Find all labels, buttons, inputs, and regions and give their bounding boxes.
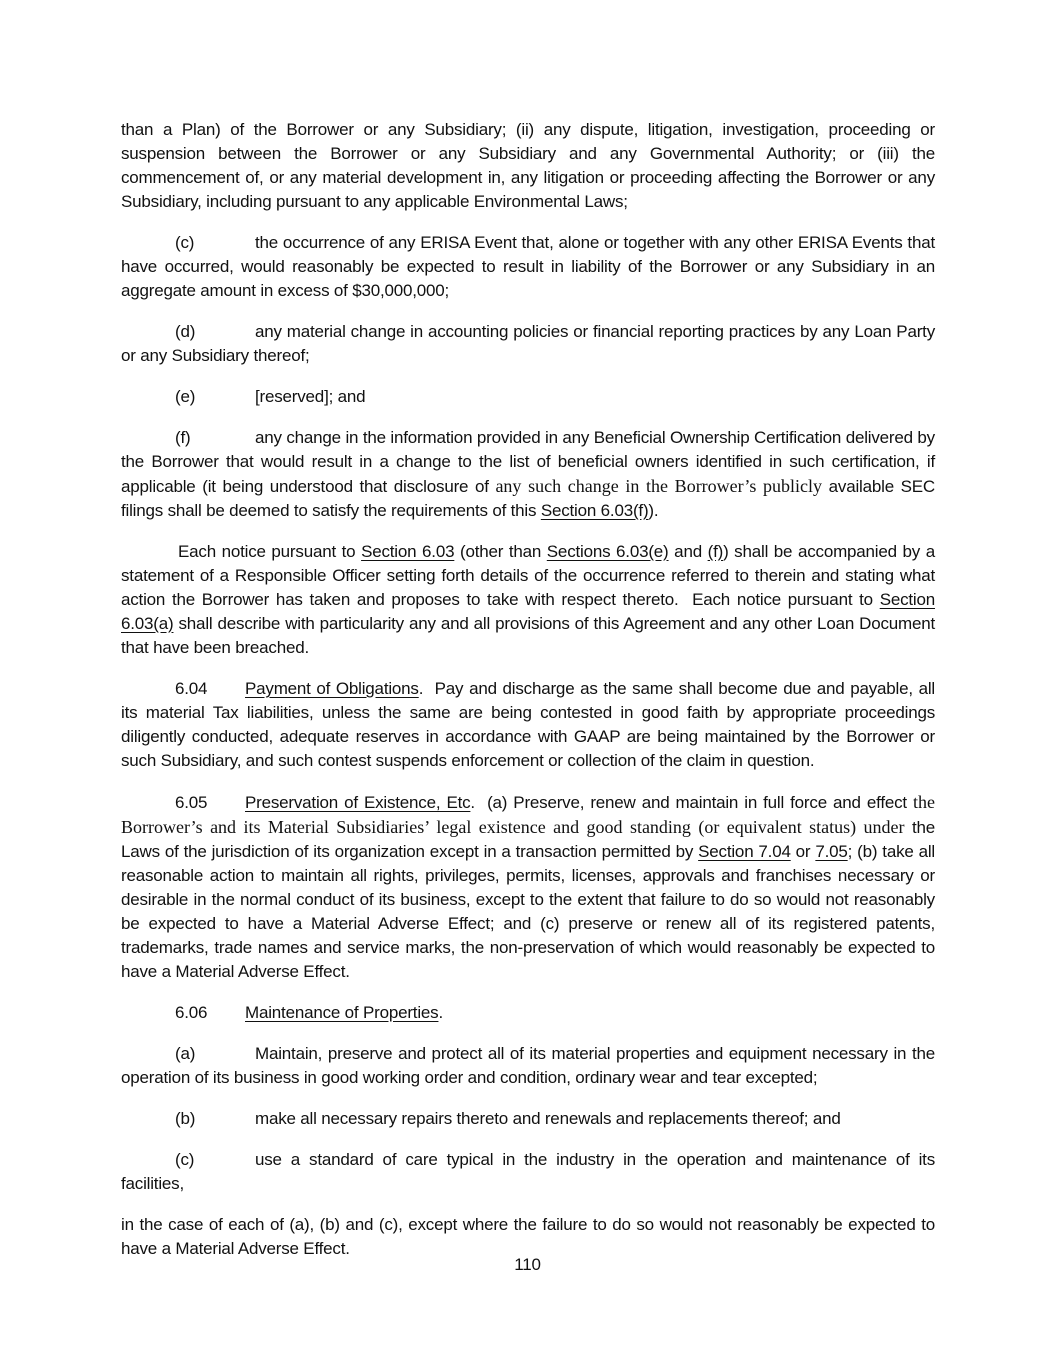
paragraph-item-b bbox=[121, 1107, 935, 1131]
paragraph-item-d bbox=[121, 320, 935, 368]
list-label: (b) bbox=[175, 1109, 196, 1128]
section-reference: Section 6.03(f) bbox=[540, 501, 649, 520]
paragraph-item-c bbox=[121, 231, 935, 303]
text-segment: (other than bbox=[454, 542, 547, 561]
paragraph-item-e bbox=[121, 385, 935, 409]
text-segment: than a Plan) of the Borrower or any Subsidiary; (ii) any dispute, litigation, investigation, proceeding or suspension between the Borrower or any Subsidiary and any Governmental Authority; or (iii) the commencement of, or any material development in, any litigation or proceeding affecting the Borrower or any Subsidiary, including pursuant to any applicable Environmental Laws; bbox=[121, 120, 935, 211]
text-segment: use a standard of care typical in the industry in the operation and maintenance of its facilities, bbox=[121, 1150, 935, 1193]
paragraph-section-6-06 bbox=[121, 1001, 935, 1025]
text-segment: in the case of each of (a), (b) and (c), except where the failure to do so would not reasonably be expected to have a Material Adverse Effect. bbox=[121, 1215, 935, 1258]
paragraph-section-6-05 bbox=[121, 790, 935, 984]
text-segment: the occurrence of any ERISA Event that, alone or together with any other ERISA Events that have occurred, would reasonably be expected to result in liability of the Borrower or any Subsidiary in an aggregate amount in excess of $30,000,000; bbox=[121, 233, 935, 300]
text-segment: . (a) Preserve, renew and maintain in full force and effect bbox=[470, 793, 913, 812]
text-segment: available SEC filings shall be deemed to satisfy the requirements of this bbox=[121, 477, 935, 520]
section-number: 6.06 bbox=[175, 1003, 208, 1022]
list-label: (e) bbox=[175, 387, 196, 406]
paragraph-item-a bbox=[121, 1042, 935, 1090]
section-number: 6.04 bbox=[175, 679, 208, 698]
text-segment: ) shall be accompanied by a statement of a Responsible Officer setting forth details of the occurrence referred to therein and stating what action the Borrower has taken and proposes to take with respect thereto. Each notice pursuant to bbox=[121, 542, 935, 609]
list-label: (c) bbox=[175, 1150, 195, 1169]
section-reference: (f) bbox=[707, 542, 724, 561]
section-reference: Section 6.03(a) bbox=[121, 590, 935, 633]
page-number: 110 bbox=[514, 1255, 541, 1274]
text-segment: any change in the information provided in any Beneficial Ownership Certification delivered by the Borrower that would result in a change to the list of beneficial owners identified in such certification, if applicable (it being understood that disclosure of bbox=[121, 428, 935, 496]
list-label: (d) bbox=[175, 322, 196, 341]
section-reference: Section 7.04 bbox=[698, 842, 791, 861]
list-label: (a) bbox=[175, 1044, 196, 1063]
section-reference: Section 6.03 bbox=[361, 542, 455, 561]
text-segment: any material change in accounting policies or financial reporting practices by any Loan Party or any Subsidiary thereof; bbox=[121, 322, 935, 365]
text-segment-serif: the Borrower’s and its Material Subsidiaries’ legal existence and good standing (or equivalent status) under bbox=[121, 792, 935, 837]
text-segment: . bbox=[438, 1003, 443, 1022]
text-segment: ; (b) take all reasonable action to maintain all rights, privileges, permits, licenses, approvals and franchises necessary or desirable in the normal conduct of its business, except to the extent that failure to do so would not reasonably be expected to have a Material Adverse Effect; and (c) preserve or renew all of its registered patents, trademarks, trade names and service marks, the non-preservation of which would reasonably be expected to have a Material Adverse Effect. bbox=[121, 842, 935, 981]
text-segment-serif: any such change in the Borrower’s publicly bbox=[495, 476, 829, 496]
section-reference: Sections 6.03(e) bbox=[546, 542, 669, 561]
list-label: (f) bbox=[175, 428, 191, 447]
list-label: (c) bbox=[175, 233, 195, 252]
section-reference: 7.05 bbox=[815, 842, 848, 861]
text-segment: or bbox=[790, 842, 816, 861]
text-segment: [reserved]; and bbox=[255, 387, 366, 406]
text-segment: . Pay and discharge as the same shall become due and payable, all its material Tax liabilities, unless the same are being contested in good faith by appropriate proceedings diligently conducted, adequate reserves in accordance with GAAP are being maintained by the Borrower or such Subsidiary, and such contest suspends enforcement or collection of the claim in question. bbox=[121, 679, 935, 770]
text-segment: shall describe with particularity any and all provisions of this Agreement and any other Loan Document that have been breached. bbox=[121, 614, 935, 657]
text-segment: ). bbox=[648, 501, 659, 520]
text-segment: Maintain, preserve and protect all of its material properties and equipment necessary in the operation of its business in good working order and condition, ordinary wear and tear excepted; bbox=[121, 1044, 935, 1087]
section-number: 6.05 bbox=[175, 793, 208, 812]
paragraph-continuation bbox=[121, 118, 935, 214]
section-title: Payment of Obligations bbox=[245, 679, 419, 698]
paragraph-item-c2 bbox=[121, 1148, 935, 1196]
text-segment: Each notice pursuant to bbox=[178, 542, 362, 561]
paragraph-section-6-04 bbox=[121, 677, 935, 773]
section-title: Maintenance of Properties bbox=[245, 1003, 439, 1022]
paragraph-each-notice bbox=[121, 540, 935, 660]
text-segment: the Laws of the jurisdiction of its organization except in a transaction permitted by bbox=[121, 818, 935, 861]
text-segment: and bbox=[668, 542, 708, 561]
paragraph-item-f bbox=[121, 426, 935, 523]
text-segment: make all necessary repairs thereto and renewals and replacements thereof; and bbox=[255, 1109, 841, 1128]
section-title: Preservation of Existence, Etc bbox=[245, 793, 471, 812]
